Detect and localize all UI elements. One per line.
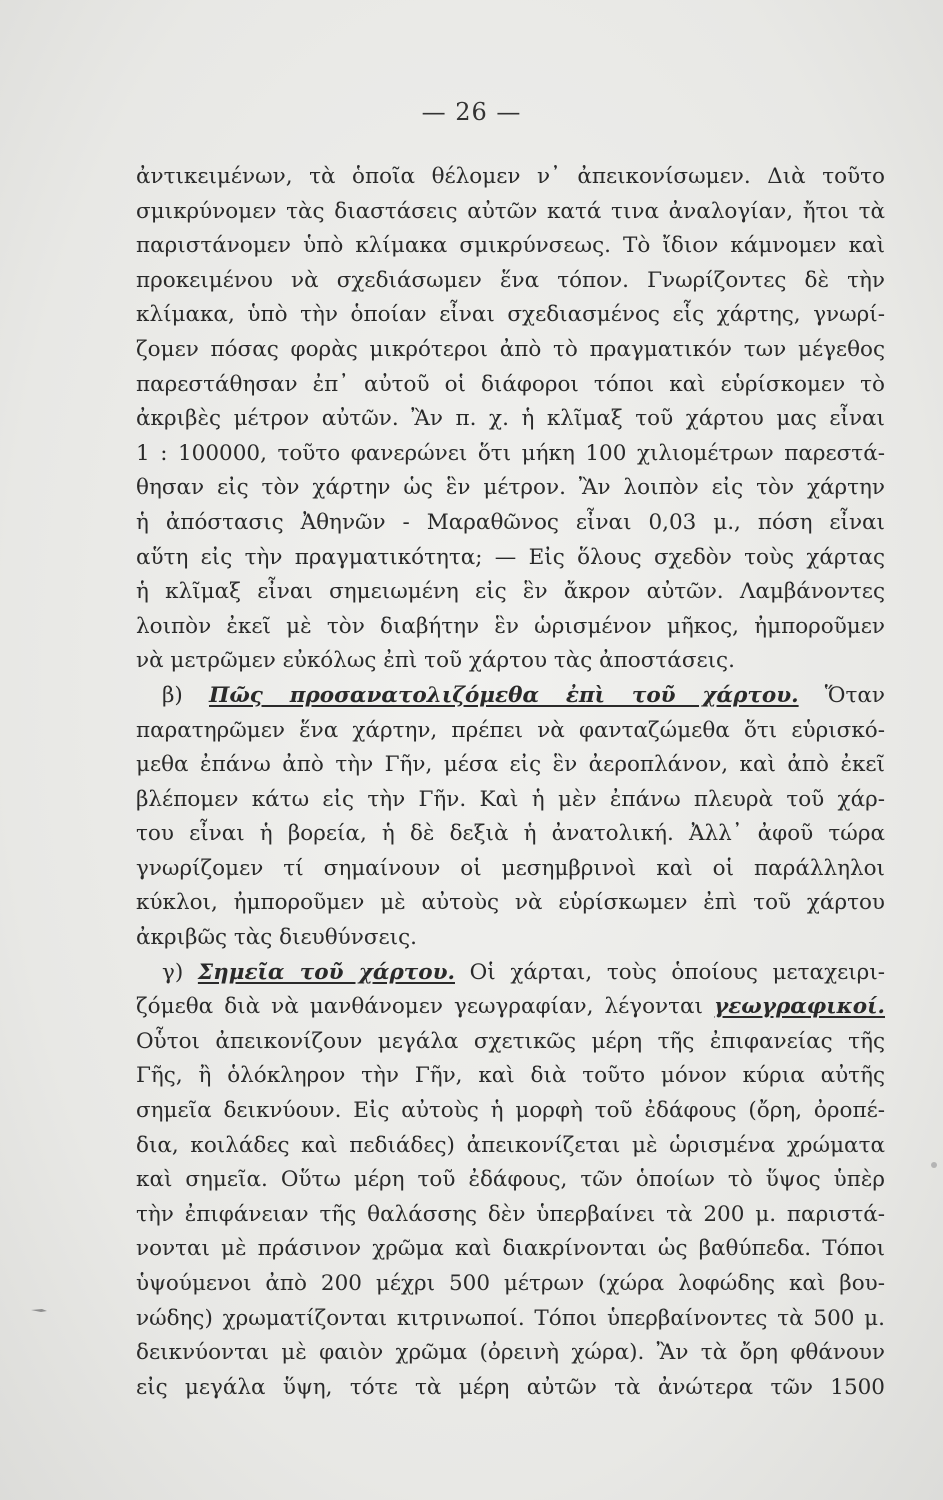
text-line: ἀντικειμένων, τὰ ὁποῖα θέλομεν ν᾽ ἀπεικονίσωμεν. Διὰ τοῦτο xyxy=(136,164,885,189)
text-line: σμικρύνομεν τὰς διαστάσεις αὐτῶν κατά τινα ἀναλογίαν, ἤτοι τὰ xyxy=(136,198,885,224)
text-line: νώδης) χρωματίζονται κιτρινωποί. Τόποι ὑπερβαίνοντες τὰ 500 μ. xyxy=(136,1305,885,1331)
text-line: μεθα ἐπάνω ἀπὸ τὴν Γῆν, μέσα εἰς ἓν ἀεροπλάνον, καὶ ἀπὸ ἐκεῖ xyxy=(136,752,885,778)
text-line: αὕτη εἰς τὴν πραγματικότητα; — Εἰς ὅλους σχεδὸν τοὺς χάρτας xyxy=(136,544,885,570)
text-line: ἡ ἀπόστασις Ἀθηνῶν - Μαραθῶνος εἶναι 0,03 μ., πόση εἶναι xyxy=(136,509,885,535)
text-line: δια, κοιλάδες καὶ πεδιάδες) ἀπεικονίζεται μὲ ὡρισμένα χρώματα xyxy=(136,1132,885,1158)
text-line: νὰ μετρῶμεν εὐκόλως ἐπὶ τοῦ χάρτου τὰς ἀποστάσεις. xyxy=(136,648,735,674)
text-line: σημεῖα δεικνύουν. Εἰς αὐτοὺς ἡ μορφὴ τοῦ ἐδάφους (ὄρη, ὀροπέ- xyxy=(136,1098,885,1124)
text-line: παρεστάθησαν ἐπ᾽ αὐτοῦ οἱ διάφοροι τόποι καὶ εὑρίσκομεν τὸ xyxy=(136,371,885,397)
text-line: θησαν εἰς τὸν χάρτην ὡς ἓν μέτρον. Ἂν λοιπὸν εἰς τὸν χάρτην xyxy=(136,475,885,501)
term-geographic: γεωγραφικοί. xyxy=(714,994,885,1020)
text-line: 1 : 100000, τοῦτο φανερώνει ὅτι μήκη 100 χιλιομέτρων παρεστά- xyxy=(136,440,885,466)
section-c-line xyxy=(136,956,885,991)
section-b-line xyxy=(136,679,885,714)
text-line: Οὗτοι ἀπεικονίζουν μεγάλα σχετικῶς μέρη τῆς ἐπιφανείας τῆς xyxy=(136,1028,885,1054)
section-heading-orientation: Πῶς προσανατολιζόμεθα ἐπὶ τοῦ χάρτου. xyxy=(209,682,799,708)
text-line: ἀκριβῶς τὰς διευθύνσεις. xyxy=(136,925,417,951)
section-marker: γ) xyxy=(162,959,198,985)
section-marker: β) xyxy=(162,682,209,708)
margin-smudge xyxy=(30,1305,48,1315)
text-line: του εἶναι ἡ βορεία, ἡ δὲ δεξιὰ ἡ ἀνατολική. Ἀλλ᾽ ἀφοῦ τώρα xyxy=(136,821,885,847)
text-line: λοιπὸν ἐκεῖ μὲ τὸν διαβήτην ἓν ὡρισμένον μῆκος, ἠμποροῦμεν xyxy=(136,613,885,639)
text-line: κλίμακα, ὑπὸ τὴν ὁποίαν εἶναι σχεδιασμένος εἷς χάρτης, γνωρί- xyxy=(136,302,885,328)
margin-dot xyxy=(929,1158,939,1172)
text-line: ἀκριβὲς μέτρον αὐτῶν. Ἂν π. χ. ἡ κλῖμαξ τοῦ χάρτου μας εἶναι xyxy=(136,406,885,432)
section-heading-map-signs: Σημεῖα τοῦ χάρτου. xyxy=(197,959,455,985)
text-line: παριστάνομεν ὑπὸ κλίμακα σμικρύνσεως. Τὸ ἴδιον κάμνομεν καὶ xyxy=(136,233,885,259)
line-text: Οἱ χάρται, τοὺς ὁποίους μεταχειρι- xyxy=(454,959,886,985)
text-line: προκειμένου νὰ σχεδιάσωμεν ἕνα τόπον. Γνωρίζοντες δὲ τὴν xyxy=(136,267,885,293)
line-text: Ὅταν xyxy=(798,682,885,708)
text-line: δεικνύονται μὲ φαιὸν χρῶμα (ὀρεινὴ χώρα). Ἂν τὰ ὄρη φθάνουν xyxy=(136,1340,885,1366)
text-line: ὑψούμενοι ἀπὸ 200 μέχρι 500 μέτρων (χώρα λοφώδης καὶ βου- xyxy=(136,1271,885,1296)
text-line: Γῆς, ἢ ὁλόκληρον τὴν Γῆν, καὶ διὰ τοῦτο μόνον κύρια αὐτῆς xyxy=(136,1063,885,1089)
text-line: νονται μὲ πράσινον χρῶμα καὶ διακρίνονται ὡς βαθύπεδα. Τόποι xyxy=(136,1236,885,1262)
text-line: καὶ σημεῖα. Οὕτω μέρη τοῦ ἐδάφους, τῶν ὁποίων τὸ ὕψος ὑπὲρ xyxy=(136,1167,885,1193)
text-line: ἡ κλῖμαξ εἶναι σημειωμένη εἰς ἓν ἄκρον αὐτῶν. Λαμβάνοντες xyxy=(136,579,885,605)
text-line-with-term xyxy=(136,990,885,1025)
text-line: εἰς μεγάλα ὕψη, τότε τὰ μέρη αὐτῶν τὰ ἀνώτερα τῶν 1500 xyxy=(136,1374,885,1400)
page-number: — 26 — xyxy=(421,98,522,126)
body-text xyxy=(136,160,885,1405)
text-line: τὴν ἐπιφάνειαν τῆς θαλάσσης δὲν ὑπερβαίνει τὰ 200 μ. παριστά- xyxy=(136,1201,885,1227)
text-line: βλέπομεν κάτω εἰς τὴν Γῆν. Καὶ ἡ μὲν ἐπάνω πλευρὰ τοῦ χάρ- xyxy=(136,786,885,812)
text-line: γνωρίζομεν τί σημαίνουν οἱ μεσημβρινοὶ καὶ οἱ παράλληλοι xyxy=(136,855,885,881)
line-text: ζόμεθα διὰ νὰ μανθάνομεν γεωγραφίαν, λέγονται xyxy=(136,994,715,1020)
text-line: παρατηρῶμεν ἕνα χάρτην, πρέπει νὰ φανταζώμεθα ὅτι εὑρισκό- xyxy=(136,717,885,743)
text-line: ζομεν πόσας φορὰς μικρότεροι ἀπὸ τὸ πραγματικόν των μέγεθος xyxy=(136,336,885,362)
text-line: κύκλοι, ἠμποροῦμεν μὲ αὐτοὺς νὰ εὑρίσκωμεν ἐπὶ τοῦ χάρτου xyxy=(136,890,885,916)
